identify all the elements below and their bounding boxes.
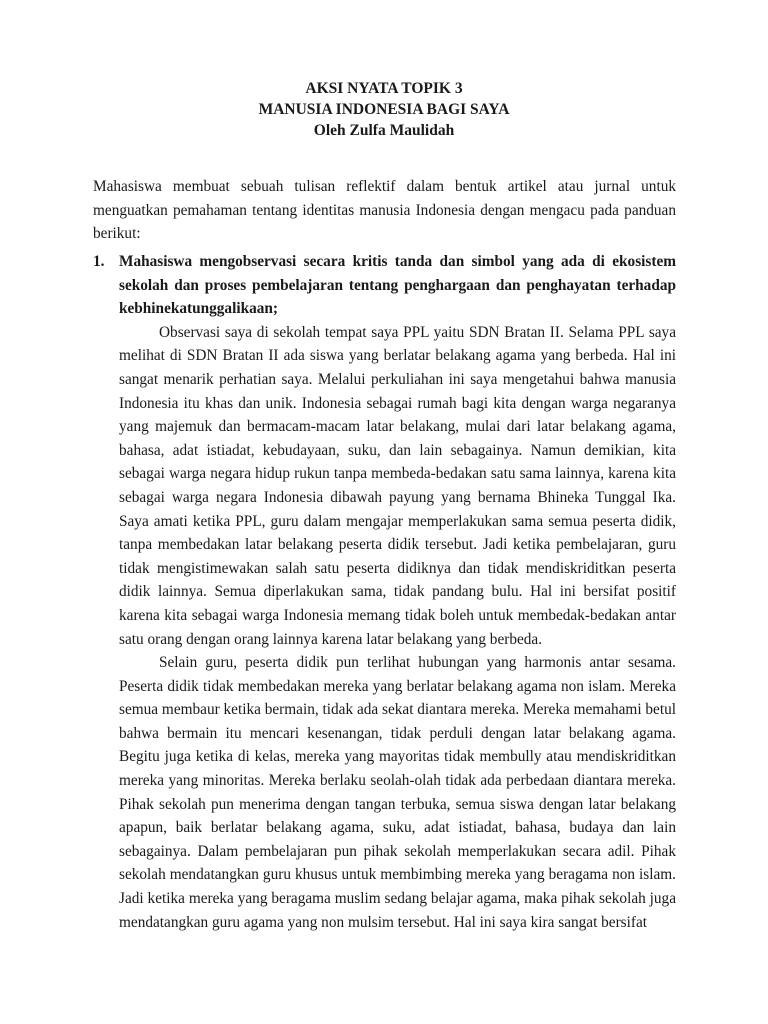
list-item-heading: Mahasiswa mengobservasi secara kritis tanda dan simbol yang ada di ekosistem sekolah dan proses pembelajaran tentang penghargaan dan penghayatan terhadap kebhinekatunggalikaan; [119,253,676,318]
list-item-number: 1. [93,253,105,270]
body-paragraph-1: Observasi saya di sekolah tempat saya PPL yaitu SDN Bratan II. Selama PPL saya melihat di SDN Bratan II ada siswa yang berlatar belakang agama yang berbeda. Hal ini sangat menarik perhatian saya. Melalui perkuliahan ini saya mengetahui bahwa manusia Indonesia itu khas dan unik. Indonesia sebagai rumah bagi kita dengan warga negaranya yang majemuk dan bermacam-macam latar belakang, mulai dari latar belakang agama, bahasa, adat istiadat, kebudayaan, suku, dan lain sebagainya. Namun demikian, kita sebagai warga negara hidup rukun tanpa membeda-bedakan satu sama lainnya, karena kita sebagai warga negara Indonesia dibawah payung yang bernama Bhineka Tunggal Ika. Saya amati ketika PPL, guru dalam mengajar memperlakukan sama semua peserta didik, tanpa membedakan latar belakang peserta didik tersebut. Jadi ketika pembelajaran, guru tidak mengistimewakan salah satu peserta didiknya dan tidak mendiskriditkan peserta didik lainnya. Semua diperlakukan sama, tidak pandang bulu. Hal ini bersifat positif karena kita sebagai warga Indonesia memang tidak boleh untuk membedak-bedakan antar satu orang dengan orang lainnya karena latar belakang yang berbeda. [119,323,676,648]
list-item-1 [93,250,676,934]
title-block [0,78,768,141]
document-subtitle: MANUSIA INDONESIA BAGI SAYA [258,101,510,118]
body-paragraph-2: Selain guru, peserta didik pun terlihat hubungan yang harmonis antar sesama. Peserta didik tidak membedakan mereka yang berlatar belakang agama non islam. Mereka semua membaur ketika bermain, tidak ada sekat diantara mereka. Mereka memahami betul bahwa bermain itu mencari kesenangan, tidak perduli dengan latar belakang agama. Begitu juga ketika di kelas, mereka yang mayoritas tidak membully atau mendiskriditkan mereka yang minoritas. Mereka berlaku seolah-olah tidak ada perbedaan diantara mereka. Pihak sekolah pun menerima dengan tangan terbuka, semua siswa dengan latar belakang apapun, baik berlatar belakang agama, suku, adat istiadat, bahasa, budaya dan lain sebagainya. Dalam pembelajaran pun pihak sekolah memperlakukan secara adil. Pihak sekolah mendatangkan guru khusus untuk membimbing mereka yang beragama non islam. Jadi ketika mereka yang beragama muslim sedang belajar agama, maka pihak sekolah juga mendatangkan guru agama yang non mulsim tersebut. Hal ini saya kira sangat bersifat [119,654,676,931]
document-author: Oleh Zulfa Maulidah [313,122,455,139]
document-title: AKSI NYATA TOPIK 3 [305,80,463,97]
intro-paragraph: Mahasiswa membuat sebuah tulisan reflektif dalam bentuk artikel atau jurnal untuk menguatkan pemahaman tentang identitas manusia Indonesia dengan mengacu pada panduan berikut: [93,178,676,243]
